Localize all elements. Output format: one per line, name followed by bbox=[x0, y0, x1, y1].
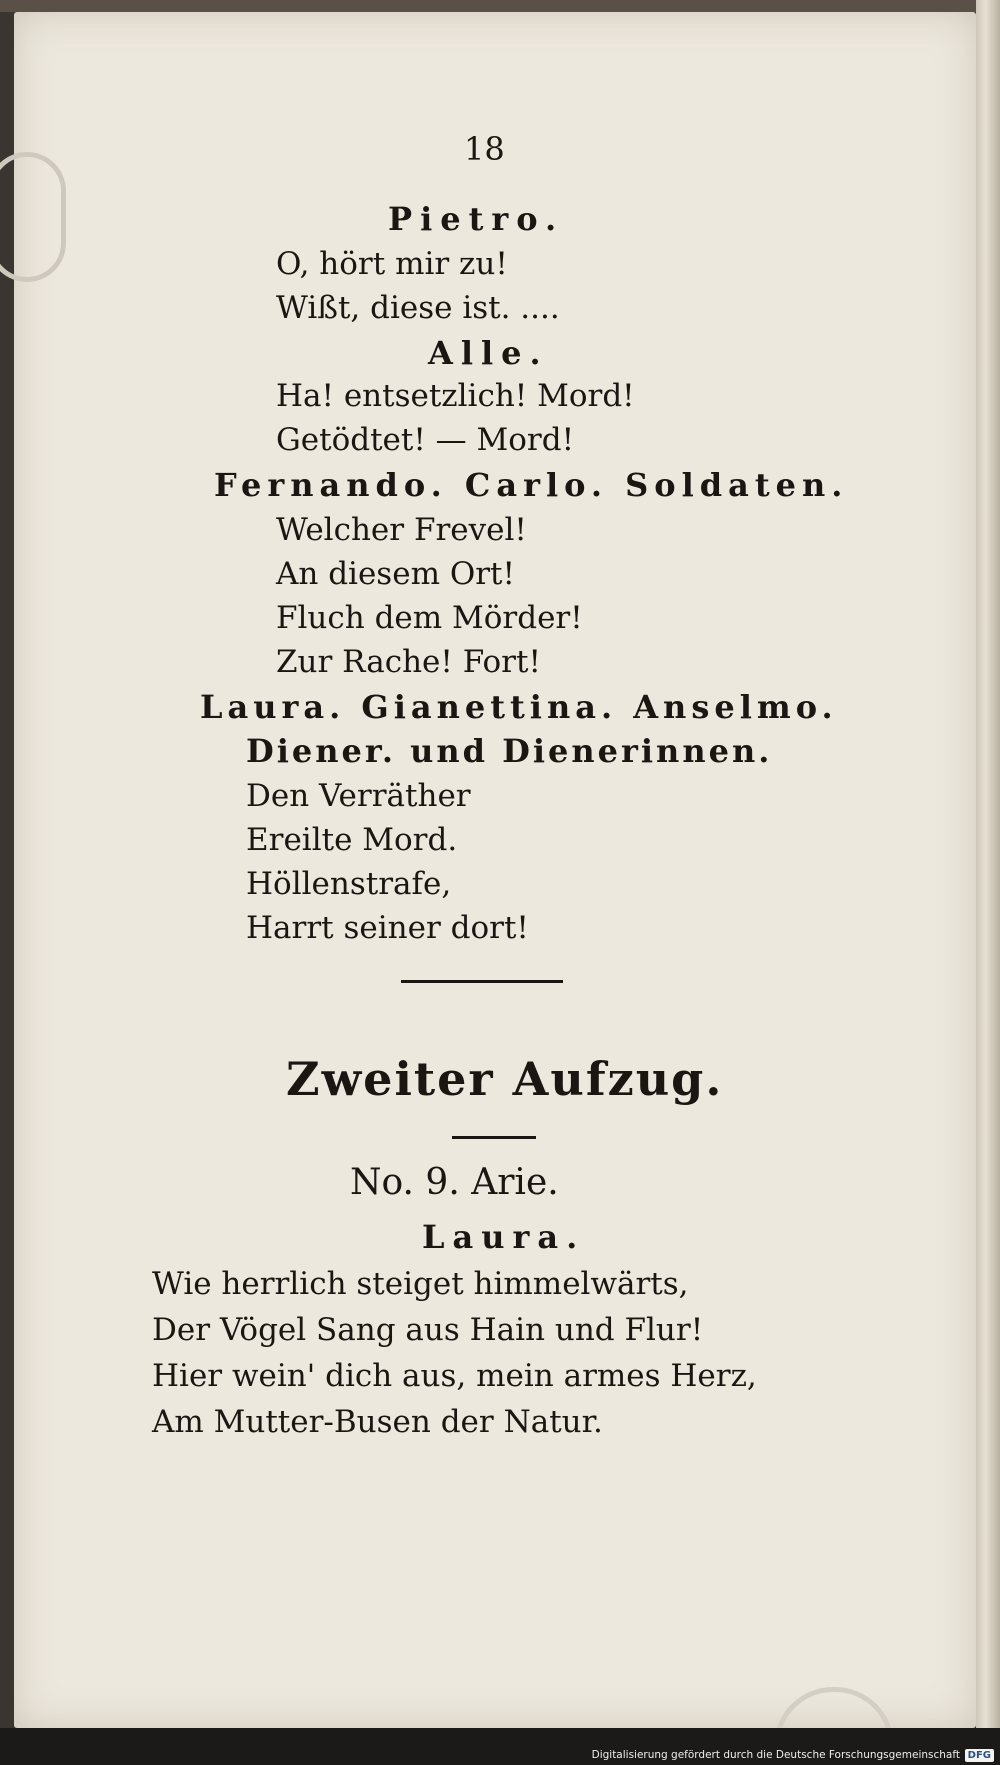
verse-line: Zur Rache! Fort! bbox=[276, 644, 541, 680]
verse-line: Welcher Frevel! bbox=[276, 512, 527, 548]
verse-line: Wißt, diese ist. .... bbox=[276, 290, 560, 326]
verse-line: Ereilte Mord. bbox=[246, 822, 458, 858]
act-title: Zweiter Aufzug. bbox=[286, 1052, 724, 1106]
speaker-heading: Laura. Gianettina. Anselmo. bbox=[200, 688, 838, 726]
footer-bar bbox=[0, 1728, 1000, 1765]
aria-line: Hier wein' dich aus, mein armes Herz, bbox=[152, 1358, 757, 1394]
title-divider bbox=[452, 1136, 536, 1139]
paper-clip-left bbox=[0, 152, 66, 282]
dfg-logo: DFG bbox=[965, 1749, 994, 1762]
aria-line: Der Vögel Sang aus Hain und Flur! bbox=[152, 1312, 704, 1348]
verse-line: Fluch dem Mörder! bbox=[276, 600, 583, 636]
speaker-heading: Alle. bbox=[428, 334, 549, 372]
speaker-heading: Pietro. bbox=[388, 200, 565, 238]
page-number: 18 bbox=[464, 130, 505, 168]
number-heading: No. 9. Arie. bbox=[350, 1162, 559, 1203]
aria-line: Am Mutter-Busen der Natur. bbox=[152, 1404, 603, 1440]
page-fold bbox=[976, 0, 1000, 1728]
verse-line: Ha! entsetzlich! Mord! bbox=[276, 378, 635, 414]
verse-line: Getödtet! — Mord! bbox=[276, 422, 575, 458]
speaker-heading: Fernando. Carlo. Soldaten. bbox=[214, 466, 849, 504]
aria-speaker: Laura. bbox=[422, 1218, 586, 1256]
section-divider bbox=[401, 980, 563, 983]
footer-credit: Digitalisierung gefördert durch die Deutsche Forschungsgemeinschaft bbox=[591, 1749, 960, 1761]
scan-top-edge bbox=[0, 0, 1000, 12]
speaker-heading: Diener. und Dienerinnen. bbox=[246, 732, 773, 770]
verse-line: Den Verräther bbox=[246, 778, 471, 814]
verse-line: An diesem Ort! bbox=[276, 556, 515, 592]
verse-line: Harrt seiner dort! bbox=[246, 910, 529, 946]
verse-line: O, hört mir zu! bbox=[276, 246, 508, 282]
book-page bbox=[14, 12, 976, 1728]
verse-line: Höllenstrafe, bbox=[246, 866, 452, 902]
aria-line: Wie herrlich steiget himmelwärts, bbox=[152, 1266, 689, 1302]
